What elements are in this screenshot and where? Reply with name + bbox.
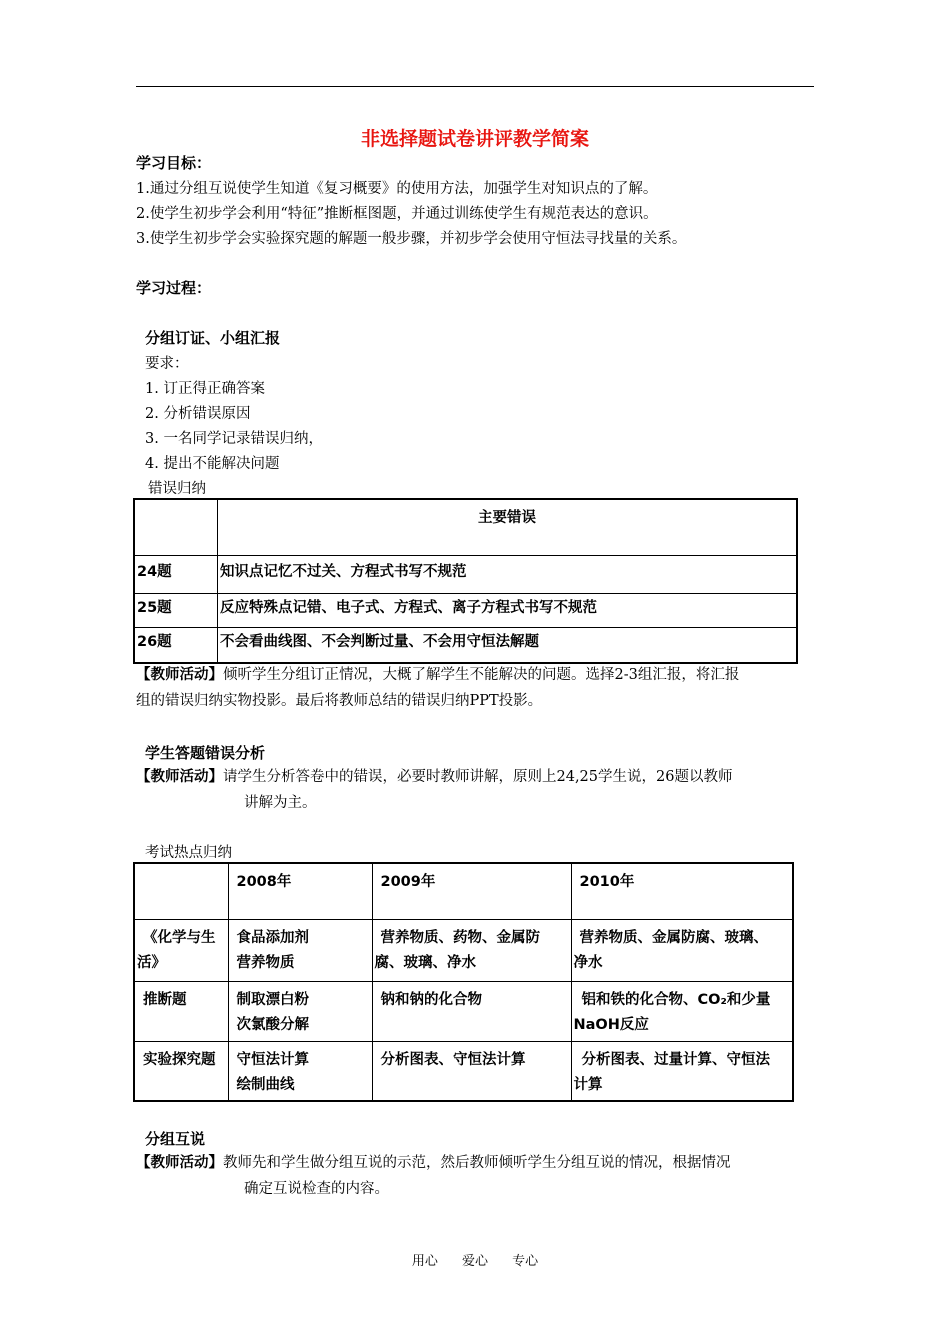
- table-header-cell: [134, 863, 228, 919]
- table-header-cell: 2010年: [571, 863, 793, 919]
- error-table-caption: 错误归纳: [148, 481, 206, 497]
- table-header-cell: 2009年: [372, 863, 571, 919]
- exam-hotspot-table: [133, 862, 794, 1102]
- table-row: [134, 593, 797, 627]
- hotspot-table-caption: 考试热点归纳: [145, 845, 232, 861]
- table-cell: 制取漂白粉 次氯酸分解: [228, 981, 372, 1041]
- table-cell: 分析图表、守恒法计算: [372, 1041, 571, 1101]
- requirement-1: 1. 订正得正确答案: [145, 381, 265, 397]
- table-cell: 25题: [134, 593, 218, 627]
- table-cell: 营养物质、金属防腐、玻璃、 净水: [571, 919, 793, 981]
- requirements-label: 要求：: [145, 356, 189, 372]
- activity-text: 组的错误归纳实物投影。最后将教师总结的错误归纳PPT投影。: [136, 693, 543, 709]
- table-cell: 食品添加剂 营养物质: [228, 919, 372, 981]
- goal-item-2: 2.使学生初步学会利用“特征”推断框图题，并通过训练使学生有规范表达的意识。: [136, 206, 658, 222]
- requirement-2: 2. 分析错误原因: [145, 406, 251, 422]
- page-footer: 用心 爱心 专心: [411, 1254, 539, 1269]
- table-row: [134, 555, 797, 593]
- table-row: [134, 1041, 793, 1101]
- table-cell: 知识点记忆不过关、方程式书写不规范: [218, 555, 798, 593]
- section3-activity: [136, 1150, 816, 1202]
- section2-activity: [136, 764, 816, 816]
- activity-tag: 【教师活动】: [136, 1155, 223, 1171]
- table-cell: 钠和钠的化合物: [372, 981, 571, 1041]
- section3-heading: 分组互说: [145, 1130, 206, 1148]
- table-row: [134, 981, 793, 1041]
- section1-heading: 分组订证、小组汇报: [145, 329, 281, 347]
- goal-item-1: 1.通过分组互说使学生知道《复习概要》的使用方法，加强学生对知识点的了解。: [136, 181, 658, 197]
- activity-text: 请学生分析答卷中的错误，必要时教师讲解，原则上24,25学生说，26题以教师: [223, 769, 733, 785]
- header-rule: [136, 86, 814, 87]
- activity-text: 倾听学生分组订正情况，大概了解学生不能解决的问题。选择2-3组汇报，将汇报: [223, 667, 740, 683]
- table-cell: 实验探究题: [134, 1041, 228, 1101]
- table-cell: 24题: [134, 555, 218, 593]
- table-cell: 反应特殊点记错、电子式、方程式、离子方程式书写不规范: [218, 593, 798, 627]
- table-cell: 营养物质、药物、金属防 腐、玻璃、净水: [372, 919, 571, 981]
- activity-text: 确定互说检查的内容。: [244, 1181, 389, 1197]
- goal-item-3: 3.使学生初步学会实验探究题的解题一般步骤，并初步学会使用守恒法寻找量的关系。: [136, 231, 687, 247]
- table-header-cell: 主要错误: [218, 499, 798, 555]
- table-cell: 守恒法计算 绘制曲线: [228, 1041, 372, 1101]
- table-cell: 推断题: [134, 981, 228, 1041]
- document-title: 非选择题试卷讲评教学简案: [360, 128, 589, 150]
- section2-heading: 学生答题错误分析: [145, 744, 266, 762]
- requirement-3: 3. 一名同学记录错误归纳，: [145, 431, 323, 447]
- table-cell: 26题: [134, 627, 218, 663]
- table-row: [134, 627, 797, 663]
- table-cell: 《化学与生 活》: [134, 919, 228, 981]
- activity-text: 讲解为主。: [244, 795, 317, 811]
- table-header-row: [134, 863, 793, 919]
- goals-heading: 学习目标：: [136, 154, 212, 172]
- table-cell: 铝和铁的化合物、CO₂和少量 NaOH反应: [571, 981, 793, 1041]
- error-summary-table: [133, 498, 798, 664]
- process-heading: 学习过程：: [136, 279, 212, 297]
- activity-tag: 【教师活动】: [136, 667, 223, 683]
- table-header-row: [134, 499, 797, 555]
- table-row: [134, 919, 793, 981]
- activity-tag: 【教师活动】: [136, 769, 223, 785]
- requirement-4: 4. 提出不能解决问题: [145, 456, 280, 472]
- table-cell: 不会看曲线图、不会判断过量、不会用守恒法解题: [218, 627, 798, 663]
- table-header-cell: [134, 499, 218, 555]
- table-header-cell: 2008年: [228, 863, 372, 919]
- section1-activity: [136, 662, 816, 714]
- activity-text: 教师先和学生做分组互说的示范，然后教师倾听学生分组互说的情况，根据情况: [223, 1155, 731, 1171]
- table-cell: 分析图表、过量计算、守恒法 计算: [571, 1041, 793, 1101]
